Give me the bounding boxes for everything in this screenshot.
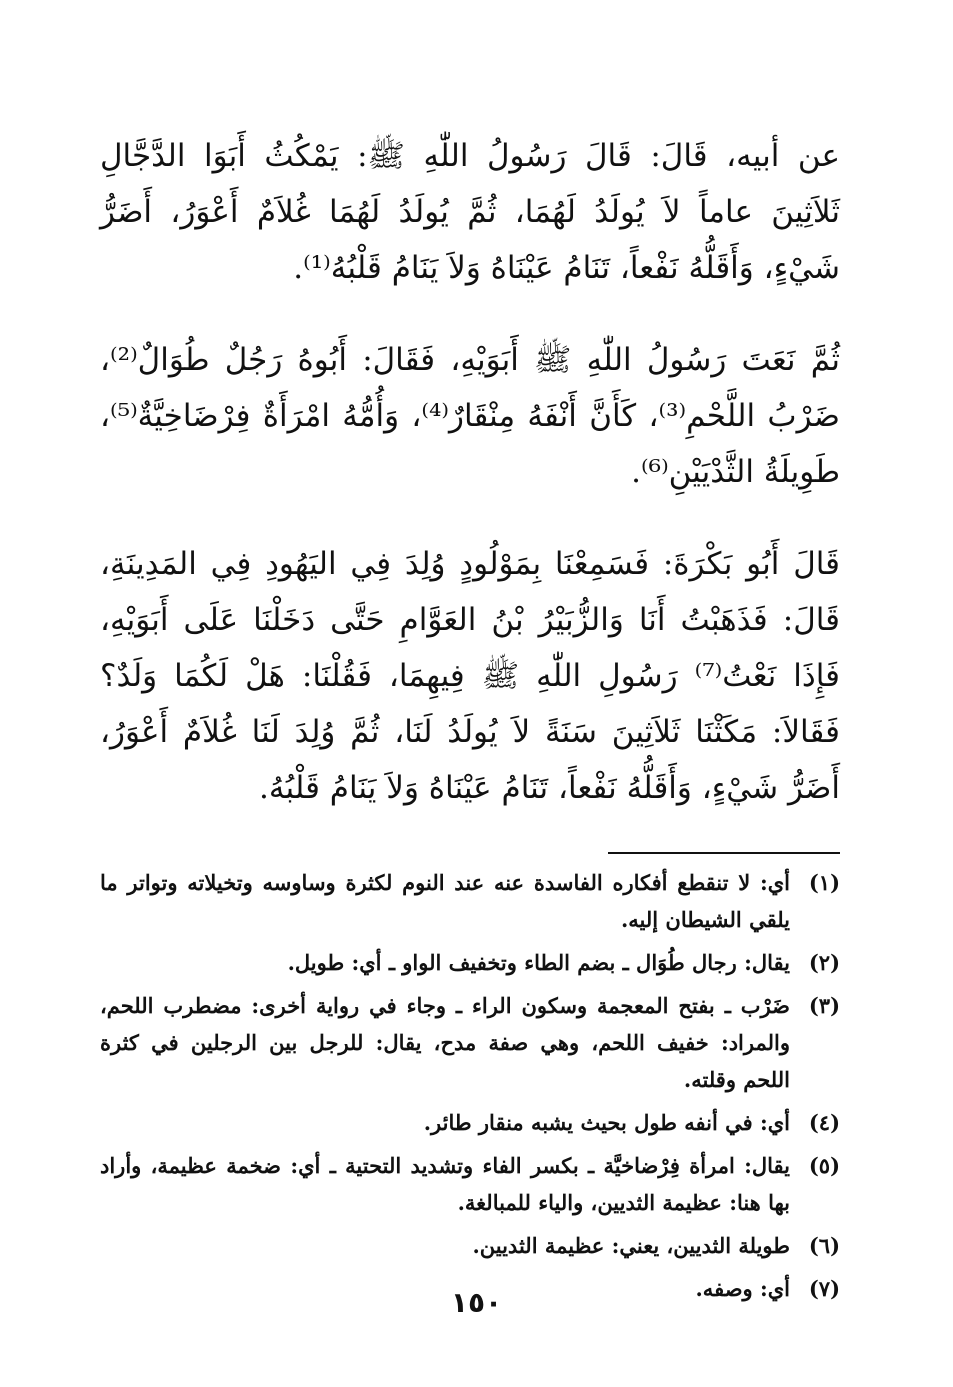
footnote-number: (٣)	[808, 993, 840, 1018]
footnote-number: (١)	[808, 870, 840, 895]
footnote-text: يقال: امرأة فِرْضاخيَّة ـ بكسر الفاء وتشديد التحتية ـ أي: ضخمة عظيمة، وأراد بها هنا: عظيمة الثديين، والياء للمبالغة.	[100, 1153, 790, 1215]
footnote-text: أي: وصفه.	[695, 1276, 790, 1301]
footnote-3	[100, 987, 840, 1098]
paragraph-2: ثُمَّ نَعَتَ رَسُولُ اللّٰهِ ﷺ أَبَوَيْهِ، فَقَالَ: أَبُوهُ رَجُلٌ طُوَالٌ⁽²⁾، ضَرْبُ اللَّحْمِ⁽³⁾، كَأَنَّ أَنْفَهُ مِنْقَارٌ⁽⁴⁾، وَأُمُّهُ امْرَأَةٌ فِرْضَاخِيَّةٌ⁽⁵⁾، طَوِيلَةُ الثَّدْيَيْنِ⁽⁶⁾.	[100, 342, 841, 490]
footnotes	[100, 864, 840, 1307]
footnote-number: (٧)	[808, 1276, 840, 1301]
footnote-5	[100, 1147, 840, 1221]
footnote-number: (٥)	[808, 1153, 840, 1178]
footnote-2	[100, 944, 840, 981]
paragraph-1: عن أبيه، قَالَ: قَالَ رَسُولُ اللّٰهِ ﷺ: يَمْكُثُ أَبَوَا الدَّجَّالِ ثَلاَثِينَ عاماً لاَ يُولَدُ لَهُمَا، ثُمَّ يُولَدُ لَهُمَا غُلاَمٌ أَعْوَرُ، أَضَرُّ شَيْءٍ، وَأَقَلُّهُ نَفْعاً، تَنَامُ عَيْنَاهُ وَلاَ يَنَامُ قَلْبُهُ⁽¹⁾.	[100, 138, 840, 286]
footnote-1	[100, 864, 840, 938]
footnote-text: طويلة الثديين، يعني: عظيمة الثديين.	[472, 1233, 790, 1258]
footnote-number: (٦)	[808, 1233, 840, 1258]
footnote-4	[100, 1104, 840, 1141]
page-body	[100, 128, 840, 1313]
footnote-text: يقال: رجال طُوَال ـ بضم الطاء وتخفيف الواو ـ أي: طويل.	[287, 950, 790, 975]
footnote-6	[100, 1227, 840, 1264]
footnote-text: أي: لا تنقطع أفكاره الفاسدة عنه عند النوم لكثرة وساوسه وتخيلاته وتواتر ما يلقي الشيطان إليه.	[100, 870, 790, 932]
footnote-number: (٤)	[808, 1110, 840, 1135]
footnote-text: ضَرْب ـ بفتح المعجمة وسكون الراء ـ وجاء في رواية أخرى: مضطرب اللحم، والمراد: خفيف اللحم، وهي صفة مدح، يقال: للرجل بين الرجلين في كثرة اللحم وقلته.	[100, 993, 790, 1092]
footnote-divider	[608, 852, 840, 854]
paragraph-3: قَالَ أَبُو بَكْرَةَ: فَسَمِعْنَا بِمَوْلُودٍ وُلِدَ فِي اليَهُودِ فِي المَدِينَةِ، قَالَ: فَذَهَبْتُ أَنَا وَالزُّبَيْرُ بْنُ العَوَّامِ حَتَّى دَخَلْنَا عَلَى أَبَوَيْهِ، فَإِذَا نَعْتُ⁽⁷⁾ رَسُولِ اللّٰهِ ﷺ فِيهِمَا، فَقُلْنَا: هَلْ لَكُمَا وَلَدٌ؟ فَقَالاَ: مَكَثْنَا ثَلاَثِينَ سَنَةً لاَ يُولَدُ لَنَا، ثُمَّ وُلِدَ لَنَا غُلاَمٌ أَعْوَرُ، أَضَرُّ شَيْءٍ، وَأَقَلُّهُ نَفْعاً، تَنَامُ عَيْنَاهُ وَلاَ يَنَامُ قَلْبُهُ.	[100, 546, 840, 806]
page-number: ١٥٠	[450, 1286, 503, 1319]
footnote-text: أي: في أنفه طول بحيث يشبه منقار طائر.	[423, 1110, 790, 1135]
footnote-number: (٢)	[808, 950, 840, 975]
